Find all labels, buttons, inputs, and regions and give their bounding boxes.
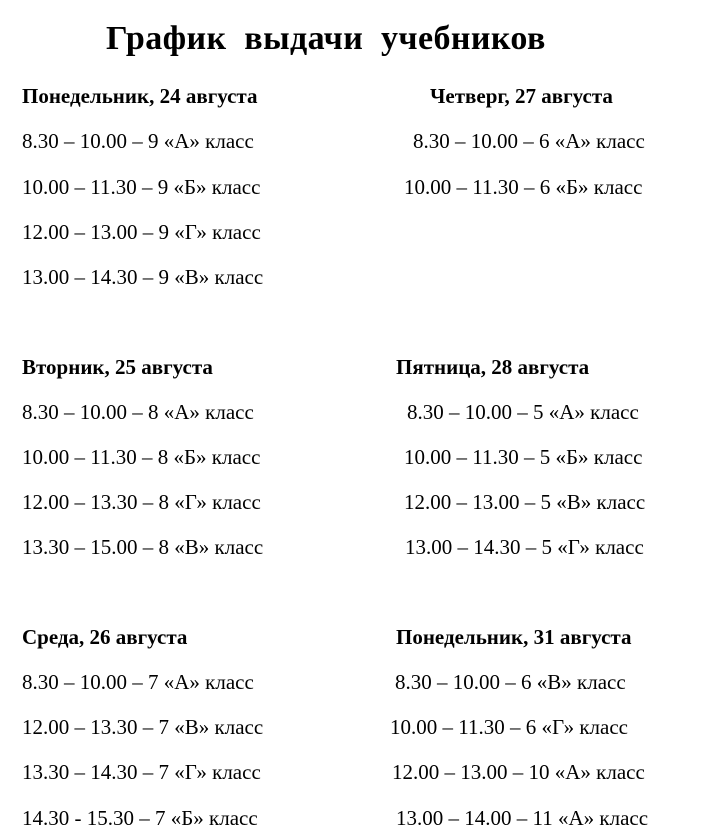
schedule-line: 12.00 – 13.00 – 9 «Г» класс [22, 220, 261, 244]
schedule-line: 10.00 – 11.30 – 9 «Б» класс [22, 175, 261, 199]
schedule-line: 13.30 – 14.30 – 7 «Г» класс [22, 760, 261, 784]
schedule-line: 8.30 – 10.00 – 8 «А» класс [22, 400, 254, 424]
day-heading-tuesday-25: Вторник, 25 августа [22, 355, 213, 379]
schedule-line: 13.00 – 14.30 – 9 «В» класс [22, 265, 264, 289]
schedule-line: 8.30 – 10.00 – 7 «А» класс [22, 670, 254, 694]
schedule-line: 14.30 - 15.30 – 7 «Б» класс [22, 806, 258, 830]
schedule-line: 12.00 – 13.30 – 8 «Г» класс [22, 490, 261, 514]
schedule-line: 12.00 – 13.30 – 7 «В» класс [22, 715, 264, 739]
day-heading-friday-28: Пятница, 28 августа [396, 355, 590, 379]
schedule-line: 8.30 – 10.00 – 9 «А» класс [22, 129, 254, 153]
schedule-line: 10.00 – 11.30 – 6 «Б» класс [404, 175, 643, 199]
schedule-line: 10.00 – 11.30 – 5 «Б» класс [404, 445, 643, 469]
day-heading-thursday-27: Четверг, 27 августа [430, 84, 613, 108]
day-heading-wednesday-26: Среда, 26 августа [22, 625, 188, 649]
schedule-line: 12.00 – 13.00 – 5 «В» класс [404, 490, 646, 514]
schedule-line: 8.30 – 10.00 – 5 «А» класс [407, 400, 639, 424]
schedule-line: 8.30 – 10.00 – 6 «А» класс [413, 129, 645, 153]
schedule-line: 10.00 – 11.30 – 6 «Г» класс [390, 715, 628, 739]
day-heading-monday-24: Понедельник, 24 августа [22, 84, 258, 108]
schedule-line: 8.30 – 10.00 – 6 «В» класс [395, 670, 626, 694]
day-heading-monday-31: Понедельник, 31 августа [396, 625, 632, 649]
schedule-line: 13.30 – 15.00 – 8 «В» класс [22, 535, 264, 559]
page-title: График выдачи учебников [106, 20, 546, 57]
schedule-line: 10.00 – 11.30 – 8 «Б» класс [22, 445, 261, 469]
schedule-line: 13.00 – 14.30 – 5 «Г» класс [405, 535, 644, 559]
schedule-line: 13.00 – 14.00 – 11 «А» класс [396, 806, 649, 830]
schedule-line: 12.00 – 13.00 – 10 «А» класс [392, 760, 645, 784]
